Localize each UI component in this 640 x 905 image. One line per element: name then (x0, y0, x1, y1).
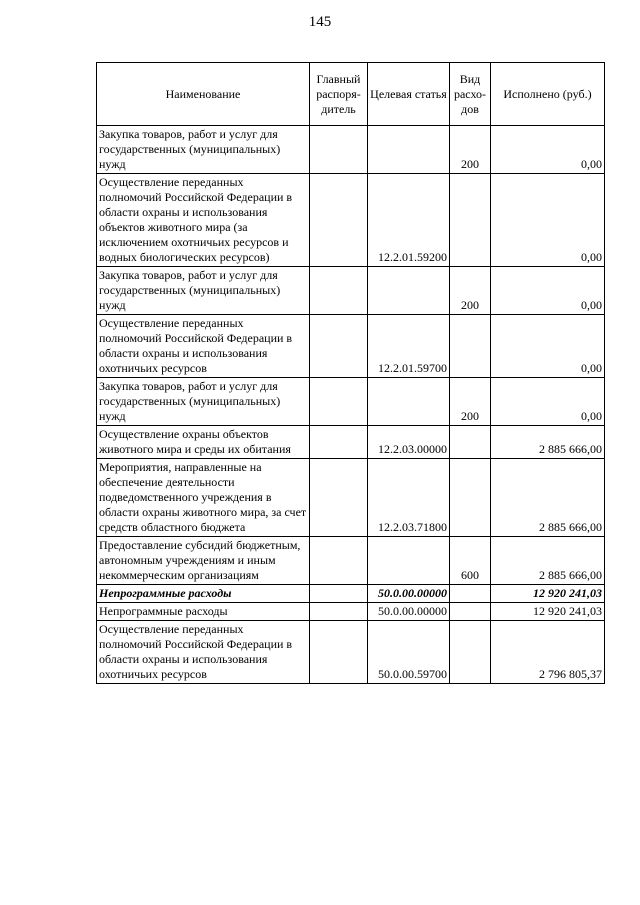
cell-done: 2 885 666,00 (491, 537, 605, 585)
cell-chief (310, 537, 368, 585)
cell-chief (310, 174, 368, 267)
cell-chief (310, 426, 368, 459)
cell-done: 12 920 241,03 (491, 585, 605, 603)
cell-type: 200 (450, 267, 491, 315)
table-row (97, 621, 605, 684)
cell-name: Непрограммные расходы (97, 585, 310, 603)
cell-chief (310, 621, 368, 684)
table-row (97, 459, 605, 537)
table-row (97, 426, 605, 459)
cell-type: 600 (450, 537, 491, 585)
cell-target: 50.0.00.59700 (368, 621, 450, 684)
cell-name: Закупка товаров, работ и услуг для государственных (муниципальных) нужд (97, 267, 310, 315)
cell-target: 12.2.01.59200 (368, 174, 450, 267)
cell-chief (310, 126, 368, 174)
cell-type (450, 603, 491, 621)
cell-done: 12 920 241,03 (491, 603, 605, 621)
cell-type (450, 621, 491, 684)
page-number: 145 (308, 14, 332, 30)
table-row (97, 603, 605, 621)
cell-name: Осуществление переданных полномочий Российской Федерации в области охраны и использования охотничьих ресурсов (97, 315, 310, 378)
cell-type (450, 459, 491, 537)
budget-table (96, 62, 605, 684)
cell-type: 200 (450, 378, 491, 426)
cell-done: 0,00 (491, 126, 605, 174)
cell-target (368, 267, 450, 315)
cell-name: Осуществление переданных полномочий Российской Федерации в области охраны и использования охотничьих ресурсов (97, 621, 310, 684)
header-name: Наименование (97, 63, 310, 126)
cell-target (368, 378, 450, 426)
table-row (97, 315, 605, 378)
header-row (97, 63, 605, 126)
table-row-total (97, 585, 605, 603)
cell-target: 12.2.03.00000 (368, 426, 450, 459)
cell-chief (310, 315, 368, 378)
header-type: Вид расхо-дов (450, 63, 491, 126)
cell-name: Осуществление охраны объектов животного мира и среды их обитания (97, 426, 310, 459)
cell-chief (310, 267, 368, 315)
cell-type: 200 (450, 126, 491, 174)
cell-name: Непрограммные расходы (97, 603, 310, 621)
cell-name: Закупка товаров, работ и услуг для государственных (муниципальных) нужд (97, 126, 310, 174)
cell-name: Мероприятия, направленные на обеспечение деятельности подведомственного учреждения в области охраны животного мира, за счет средств областного бюджета (97, 459, 310, 537)
cell-chief (310, 378, 368, 426)
cell-chief (310, 585, 368, 603)
header-done: Исполнено (руб.) (491, 63, 605, 126)
cell-target: 12.2.01.59700 (368, 315, 450, 378)
cell-done: 0,00 (491, 378, 605, 426)
cell-chief (310, 603, 368, 621)
table-row (97, 378, 605, 426)
cell-done: 0,00 (491, 315, 605, 378)
cell-name: Предоставление субсидий бюджетным, автономным учреждениям и иным некоммерческим организациям (97, 537, 310, 585)
header-target: Целевая статья (368, 63, 450, 126)
cell-done: 2 796 805,37 (491, 621, 605, 684)
cell-done: 0,00 (491, 174, 605, 267)
table-row (97, 126, 605, 174)
cell-chief (310, 459, 368, 537)
cell-target: 50.0.00.00000 (368, 585, 450, 603)
cell-done: 2 885 666,00 (491, 426, 605, 459)
cell-done: 2 885 666,00 (491, 459, 605, 537)
cell-name: Осуществление переданных полномочий Российской Федерации в области охраны и использования объектов животного мира (за исключением охотничьих ресурсов и водных биологических ресурсов) (97, 174, 310, 267)
cell-type (450, 315, 491, 378)
cell-target: 50.0.00.00000 (368, 603, 450, 621)
cell-name: Закупка товаров, работ и услуг для государственных (муниципальных) нужд (97, 378, 310, 426)
cell-type (450, 426, 491, 459)
header-chief: Главный распоря-дитель (310, 63, 368, 126)
cell-target (368, 126, 450, 174)
cell-done: 0,00 (491, 267, 605, 315)
cell-target: 12.2.03.71800 (368, 459, 450, 537)
cell-type (450, 174, 491, 267)
table-row (97, 267, 605, 315)
table-row (97, 174, 605, 267)
cell-target (368, 537, 450, 585)
table-row (97, 537, 605, 585)
cell-type (450, 585, 491, 603)
